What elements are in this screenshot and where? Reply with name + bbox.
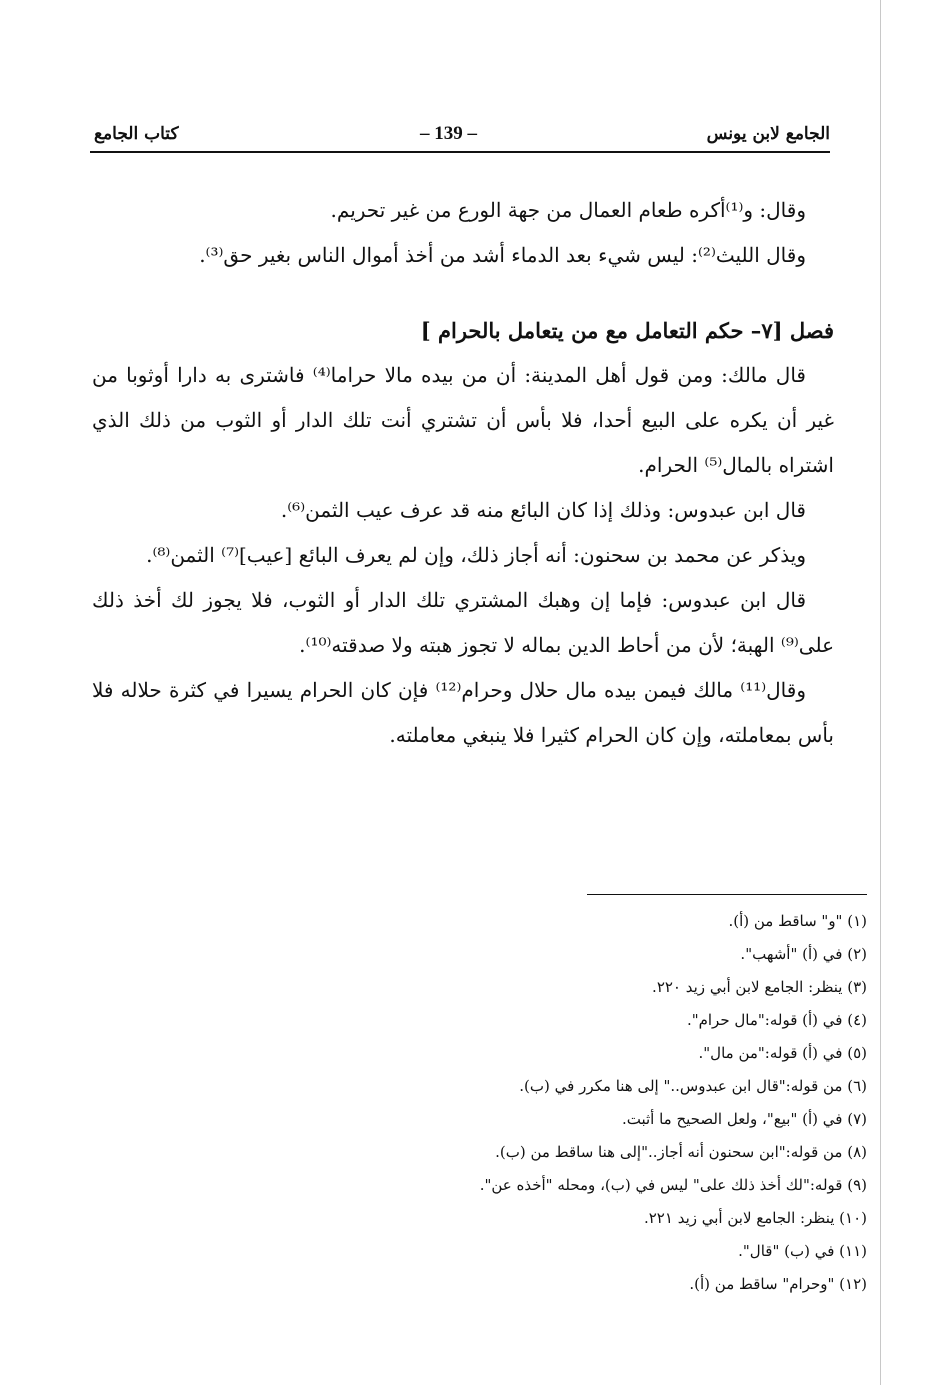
footnote-separator <box>587 894 867 895</box>
footnote: (٢) في (أ) "أشهب". <box>740 945 867 963</box>
page-edge-line <box>880 0 881 1385</box>
paragraph: ويذكر عن محمد بن سحنون: أنه أجاز ذلك، وإن لم يعرف البائع [عيب]⁽⁷⁾ الثمن⁽⁸⁾. <box>146 543 806 567</box>
footnote: (٩) قوله:"لك أخذ ذلك على" ليس في (ب)، ومحله "أخذه عن". <box>479 1176 867 1194</box>
main-text <box>92 188 834 758</box>
running-header <box>90 120 830 152</box>
footnote: (٥) في (أ) قوله:"من مال". <box>698 1044 867 1062</box>
chapter-title: كتاب الجامع <box>94 124 179 144</box>
paragraph: قال مالك: ومن قول أهل المدينة: أن من بيده مالا حراما⁽⁴⁾ فاشترى به دارا أوثوبا من غير أن يكره على البيع أحدا، فلا بأس أن تشتري أنت تلك الدار أو الثوب من ذلك الذي اشتراه بالمال⁽⁵⁾ الحرام. <box>92 363 834 477</box>
footnote: (١٠) ينظر: الجامع لابن أبي زيد ٢٢١. <box>643 1209 867 1227</box>
footnote: (١٢) "وحرام" ساقط من (أ). <box>689 1275 867 1293</box>
footnotes-list <box>300 905 867 1301</box>
footnote: (٨) من قوله:"ابن سحنون أنه أجاز.."إلى هنا ساقط من (ب). <box>495 1143 867 1161</box>
paragraph: وقال الليث⁽²⁾: ليس شيء بعد الدماء أشد من أخذ أموال الناس بغير حق⁽³⁾. <box>199 243 806 267</box>
footnote: (٣) ينظر: الجامع لابن أبي زيد ٢٢٠. <box>652 978 867 996</box>
footnote: (٧) في (أ) "بيع"، ولعل الصحيح ما أثبت. <box>621 1110 867 1128</box>
paragraph: قال ابن عبدوس: فإما إن وهبك المشتري تلك الدار أو الثوب، فلا يجوز لك أخذ ذلك على⁽⁹⁾ الهبة؛ لأن من أحاط الدين بماله لا تجوز هبته ولا صدقته⁽¹⁰⁾. <box>92 588 834 657</box>
paragraph: وقال: و⁽¹⁾أكره طعام العمال من جهة الورع من غير تحريم. <box>330 198 806 222</box>
page-number: – 139 – <box>420 123 477 144</box>
header-rule <box>90 151 830 153</box>
book-title: الجامع لابن يونس <box>706 124 830 144</box>
footnote: (٤) في (أ) قوله:"مال حرام". <box>686 1011 867 1029</box>
section-heading: فصل [٧– حكم التعامل مع من يتعامل بالحرام ] <box>420 318 834 343</box>
paragraph: وقال⁽¹¹⁾ مالك فيمن بيده مال حلال وحرام⁽¹²⁾ فإن كان الحرام يسيرا في كثرة حلاله فلا بأس بمعاملته، وإن كان الحرام كثيرا فلا ينبغي معاملته. <box>92 678 834 747</box>
footnote: (١) "و" ساقط من (أ). <box>728 912 867 930</box>
paragraph: قال ابن عبدوس: وذلك إذا كان البائع منه قد عرف عيب الثمن⁽⁶⁾. <box>280 498 806 522</box>
footnote: (١١) في (ب) "قال". <box>738 1242 867 1260</box>
footnote: (٦) من قوله:"قال ابن عبدوس.." إلى هنا مكرر في (ب). <box>519 1077 867 1095</box>
